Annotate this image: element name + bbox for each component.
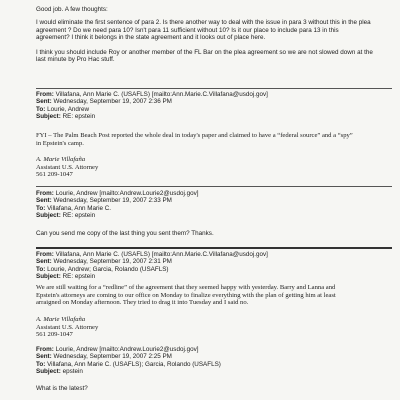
sent-value: Wednesday, September 19, 2007 2:31 PM	[53, 258, 172, 266]
from-key: From:	[36, 251, 54, 258]
sent-value: Wednesday, September 19, 2007 2:36 PM	[53, 98, 172, 106]
sent-value: Wednesday, September 19, 2007 2:33 PM	[53, 197, 172, 205]
from-value: Villafana, Ann Marie C. (USAFLS) [mailto:Ann.Marie.C.Villafana@usdoj.gov]	[55, 251, 268, 258]
to-value: Villafana, Ann Marie C. (USAFLS); Garcia, Rolando (USAFLS)	[47, 360, 221, 368]
subject-value: epstein	[62, 368, 83, 376]
from-key: From:	[36, 91, 54, 98]
intro-message	[36, 6, 392, 63]
intro-greeting: Good job. A few thoughts:	[36, 6, 108, 13]
intro-paragraph-line: agreement? I think it belongs in the state agreement and it looks out of place here.	[36, 34, 266, 42]
body-line: We are still waiting for a “redline” of the agreement that they seemed happy with yesterday. Barry and Lanna and	[36, 284, 336, 291]
email-header-1	[36, 91, 392, 121]
sent-key: Sent:	[36, 258, 52, 266]
sent-key: Sent:	[36, 353, 52, 361]
separator-line	[36, 88, 392, 89]
email-body-4	[36, 385, 392, 392]
separator-line	[36, 186, 392, 187]
signature-phone: 561 209-1047	[36, 171, 73, 179]
subject-value: RE: epstein	[62, 113, 96, 121]
body-line: Epstein's attorneys are coming to our office on Monday to finalize everything with the plan of getting him at least	[36, 291, 336, 299]
intro-paragraph-line: agreement ? Do we need para 10? Isn't para 11 sufficient without 10? Is it our place to include para 13 in this	[36, 26, 339, 34]
from-value: Villafana, Ann Marie C. (USAFLS) [mailto:Ann.Marie.C.Villafana@usdoj.gov]	[55, 91, 268, 98]
email-body-2	[36, 230, 392, 237]
signature-title: Assistant U.S. Attorney	[36, 163, 99, 171]
signature-title: Assistant U.S. Attorney	[36, 323, 99, 331]
signature-name: A. Marie Villafaña	[36, 156, 86, 163]
to-key: To:	[36, 105, 46, 113]
to-value: Lourie, Andrew; Garcia, Rolando (USAFLS)	[47, 265, 169, 273]
separator-line	[36, 247, 392, 249]
body-line: What is the latest?	[36, 385, 88, 392]
subject-key: Subject:	[36, 368, 61, 376]
body-line: in Epstein's camp.	[36, 139, 84, 147]
intro-paragraph-line: last minute by Pro Hac stuff.	[36, 56, 115, 64]
subject-value: RE: epstein	[62, 212, 96, 220]
to-key: To:	[36, 204, 46, 212]
to-value: Lourie, Andrew	[47, 105, 90, 113]
subject-value: RE: epstein	[62, 273, 96, 281]
email-header-4	[36, 346, 392, 376]
from-value: Lourie, Andrew [mailto:Andrew.Lourie2@usdoj.gov]	[55, 190, 199, 197]
email-header-2	[36, 190, 392, 220]
sent-key: Sent:	[36, 197, 52, 205]
body-line: Can you send me copy of the last thing you sent them? Thanks.	[36, 230, 214, 237]
subject-key: Subject:	[36, 212, 61, 220]
from-value: Lourie, Andrew [mailto:Andrew.Lourie2@usdoj.gov]	[55, 346, 199, 353]
signature-phone: 561 209-1047	[36, 331, 73, 339]
subject-key: Subject:	[36, 273, 61, 281]
sent-value: Wednesday, September 19, 2007 2:25 PM	[53, 353, 172, 361]
subject-key: Subject:	[36, 113, 61, 121]
from-key: From:	[36, 346, 54, 353]
to-value: Villafana, Ann Marie C.	[47, 204, 112, 212]
body-line: FYI – The Palm Beach Post reported the whole deal in today's paper and claimed to have a “federal source” and a “spy”	[36, 132, 353, 139]
body-line: arraigned on Monday afternoon. They tried to drag it into Tuesday and I said no.	[36, 299, 249, 307]
to-key: To:	[36, 265, 46, 273]
to-key: To:	[36, 360, 46, 368]
signature-3	[36, 316, 392, 339]
email-header-3	[36, 251, 392, 281]
intro-paragraph-line: I think you should include Roy or another member of the FL Bar on the plea agreement so we are not slowed down at the	[36, 48, 373, 56]
sent-key: Sent:	[36, 98, 52, 106]
from-key: From:	[36, 190, 54, 197]
signature-name: A. Marie Villafaña	[36, 316, 86, 323]
signature-1	[36, 156, 392, 179]
email-body-3	[36, 284, 392, 307]
intro-paragraph-line: I would eliminate the first sentence of para 2. Is there another way to deal with the issue in para 3 without this in the plea	[36, 19, 371, 27]
email-body-1	[36, 132, 392, 147]
